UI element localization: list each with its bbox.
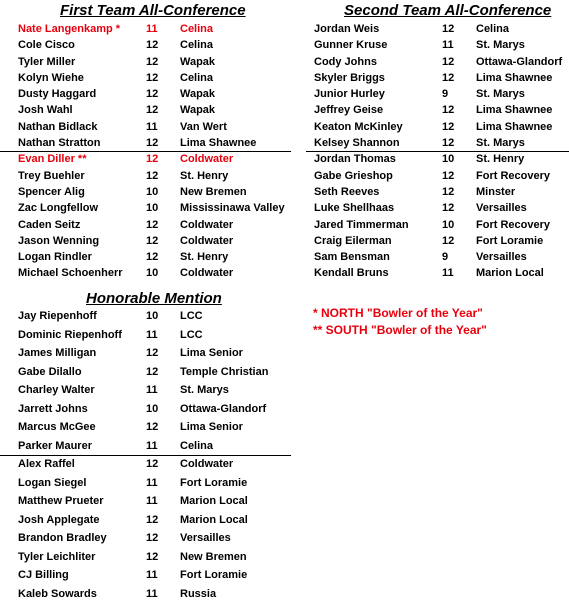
player-name: Nathan Bidlack [18,120,98,133]
player-school: St. Henry [180,251,229,264]
player-name: Michael Schoenherr [18,267,123,280]
player-row [0,249,292,265]
player-name: Jared Timmerman [314,218,409,231]
player-grade: 12 [146,88,159,101]
player-grade: 10 [146,310,159,322]
player-grade: 12 [442,234,455,247]
player-row [306,102,569,118]
player-school: Celina [180,23,214,35]
player-grade: 12 [146,234,159,247]
player-school: Versailles [180,532,231,544]
player-name: Nathan Stratton [18,137,101,150]
first-team-title: First Team All-Conference [60,2,246,19]
player-grade: 12 [442,55,455,68]
player-grade: 11 [442,267,454,280]
player-school: Lima Senior [180,421,243,433]
player-school: Marion Local [180,513,248,526]
player-row [0,37,292,53]
player-row [0,119,292,135]
player-school: Marion Local [476,267,544,280]
player-name: CJ Billing [18,569,69,581]
first-team-section [0,0,292,290]
player-row [0,400,292,419]
player-name: Jordan Thomas [314,153,396,166]
player-grade: 12 [146,169,159,182]
player-row [0,86,292,102]
player-name: Josh Applegate [18,513,100,526]
player-name: Gabe Grieshop [314,169,393,182]
honorable-mention-list [0,307,292,603]
player-school: LCC [180,328,203,341]
player-name: Tyler Leichliter [18,550,96,563]
player-grade: 11 [146,587,158,600]
player-school: Russia [180,587,217,600]
player-name: Jay Riepenhoff [18,310,97,322]
player-name: Gunner Kruse [314,39,388,52]
player-school: Coldwater [180,267,234,280]
player-name: Sam Bensman [314,251,390,264]
player-row [306,86,569,102]
player-row [306,217,569,233]
player-school: Mississinawa Valley [180,202,285,215]
player-school: LCC [180,310,203,322]
player-grade: 11 [146,476,158,489]
player-name: Skyler Briggs [314,71,385,84]
player-row [0,217,292,233]
player-school: Minster [476,185,516,198]
player-grade: 10 [146,202,159,215]
player-school: New Bremen [180,185,247,198]
player-name: Cody Johns [314,55,377,68]
player-name: Spencer Alig [18,185,85,198]
player-row [0,455,292,474]
player-name: Kelsey Shannon [314,137,400,150]
player-grade: 10 [146,267,159,280]
honorable-mention-section [0,288,292,604]
player-grade: 12 [146,153,159,166]
player-name: Gabe Dilallo [18,365,82,378]
player-row [306,54,569,70]
player-row [306,168,569,184]
player-name: Kendall Bruns [314,267,389,280]
player-grade: 12 [146,347,159,359]
player-grade: 12 [146,532,159,544]
second-team-list [306,21,569,282]
player-school: Fort Loramie [476,234,544,247]
player-row [0,102,292,118]
player-school: St. Henry [476,153,525,166]
player-grade: 12 [146,104,159,117]
player-grade: 12 [442,104,455,117]
player-row [0,200,292,216]
player-row [0,437,292,456]
player-school: Ottawa-Glandorf [180,402,267,415]
player-name: Logan Rindler [18,251,92,264]
player-grade: 12 [442,23,455,35]
player-name: Tyler Miller [18,55,76,68]
player-name: Jordan Weis [314,23,380,35]
player-grade: 10 [442,153,455,166]
player-name: Marcus McGee [18,421,96,433]
player-grade: 12 [146,55,159,68]
player-school: Fort Recovery [476,169,550,182]
player-grade: 12 [442,137,455,150]
player-name: Cole Cisco [18,39,75,52]
player-row [0,307,292,326]
player-row [0,233,292,249]
player-row [0,363,292,382]
player-grade: 10 [146,185,159,198]
player-row [0,529,292,548]
player-row [0,265,292,281]
player-school: Marion Local [180,495,248,507]
player-grade: 12 [146,251,159,264]
player-row [306,265,569,281]
player-grade: 11 [146,120,158,133]
player-grade: 12 [442,169,455,182]
player-school: Lima Shawnee [180,137,257,150]
player-school: St. Marys [180,384,229,396]
player-row [0,381,292,400]
second-team-title: Second Team All-Conference [344,2,552,19]
player-school: New Bremen [180,550,247,563]
player-school: Wapak [180,88,216,101]
player-grade: 12 [146,550,159,563]
player-row [0,168,292,184]
player-grade: 12 [146,513,159,526]
player-school: Coldwater [180,458,234,470]
player-name: Brandon Bradley [18,532,107,544]
player-grade: 12 [442,185,455,198]
player-grade: 12 [146,421,159,433]
player-school: Celina [180,439,214,452]
player-row [0,585,292,604]
player-row [306,135,569,151]
player-school: Temple Christian [180,365,269,378]
player-grade: 11 [146,328,158,341]
legend-south: ** SOUTH "Bowler of the Year" [313,323,487,337]
player-row [0,548,292,567]
player-school: Coldwater [180,218,234,231]
player-grade: 12 [146,137,159,150]
player-grade: 12 [146,39,159,52]
player-school: Celina [476,23,510,35]
player-grade: 12 [146,458,159,470]
player-name: Josh Wahl [18,104,73,117]
player-row [306,151,569,167]
player-school: St. Henry [180,169,229,182]
player-grade: 11 [146,384,158,396]
player-name: Jeffrey Geise [314,104,384,117]
player-school: Ottawa-Glandorf [476,55,563,68]
player-row [0,492,292,511]
player-row [0,151,292,167]
player-row [0,566,292,585]
player-name: Keaton McKinley [314,120,403,133]
player-grade: 12 [146,218,159,231]
player-row [0,54,292,70]
player-name: Seth Reeves [314,185,380,198]
player-row [306,119,569,135]
player-grade: 12 [442,202,455,215]
player-school: Fort Recovery [476,218,550,231]
player-grade: 9 [442,251,449,264]
player-grade: 12 [146,71,159,84]
legend-north: * NORTH "Bowler of the Year" [313,306,483,320]
player-school: Lima Senior [180,347,243,359]
player-school: Versailles [476,251,527,264]
player-row [306,70,569,86]
player-grade: 10 [146,402,159,415]
player-name: Jarrett Johns [18,402,88,415]
player-school: St. Marys [476,39,525,52]
honorable-mention-title: Honorable Mention [86,290,222,307]
player-school: Fort Loramie [180,476,248,489]
player-school: Versailles [476,202,527,215]
player-name: Parker Maurer [18,439,92,452]
player-name: Kaleb Sowards [18,587,97,600]
player-name: Matthew Prueter [18,495,104,507]
player-grade: 9 [442,88,449,101]
player-row [306,21,569,37]
player-row [0,70,292,86]
player-name: Jason Wenning [18,234,100,247]
player-school: St. Marys [476,88,525,101]
player-grade: 12 [442,120,455,133]
player-row [306,184,569,200]
player-name: Evan Diller ** [18,153,87,166]
player-row [0,344,292,363]
player-name: Charley Walter [18,384,95,396]
player-school: Lima Shawnee [476,71,553,84]
player-grade: 12 [146,365,159,378]
player-grade: 10 [442,218,455,231]
player-row [0,418,292,437]
player-school: Van Wert [180,120,227,133]
player-school: Lima Shawnee [476,120,553,133]
player-grade: 11 [146,439,158,452]
player-grade: 11 [146,23,158,35]
player-name: James Milligan [18,347,97,359]
player-grade: 12 [442,71,455,84]
player-row [306,249,569,265]
player-school: Coldwater [180,153,234,166]
legend [313,306,487,340]
player-name: Zac Longfellow [18,202,99,215]
player-row [306,37,569,53]
player-name: Junior Hurley [314,88,385,101]
player-school: Fort Loramie [180,569,248,581]
player-row [0,326,292,345]
player-school: Celina [180,39,214,52]
player-row [306,200,569,216]
player-name: Luke Shellhaas [314,202,395,215]
player-school: Wapak [180,55,216,68]
player-school: Wapak [180,104,216,117]
player-name: Dusty Haggard [18,88,97,101]
player-name: Alex Raffel [18,458,75,470]
player-grade: 11 [146,569,158,581]
player-row [0,135,292,151]
player-grade: 11 [146,495,158,507]
player-name: Logan Siegel [18,476,87,489]
player-name: Dominic Riepenhoff [18,328,122,341]
player-name: Caden Seitz [18,218,81,231]
player-school: Coldwater [180,234,234,247]
first-team-list [0,21,292,282]
player-name: Trey Buehler [18,169,85,182]
player-school: Lima Shawnee [476,104,553,117]
player-row [0,21,292,37]
player-row [306,233,569,249]
player-name: Craig Eilerman [314,234,392,247]
player-grade: 11 [442,39,454,52]
player-name: Nate Langenkamp * [18,23,121,35]
second-team-section [306,0,569,290]
player-school: Celina [180,71,214,84]
player-name: Kolyn Wiehe [18,71,84,84]
player-school: St. Marys [476,137,525,150]
player-row [0,184,292,200]
player-row [0,511,292,530]
player-row [0,474,292,493]
